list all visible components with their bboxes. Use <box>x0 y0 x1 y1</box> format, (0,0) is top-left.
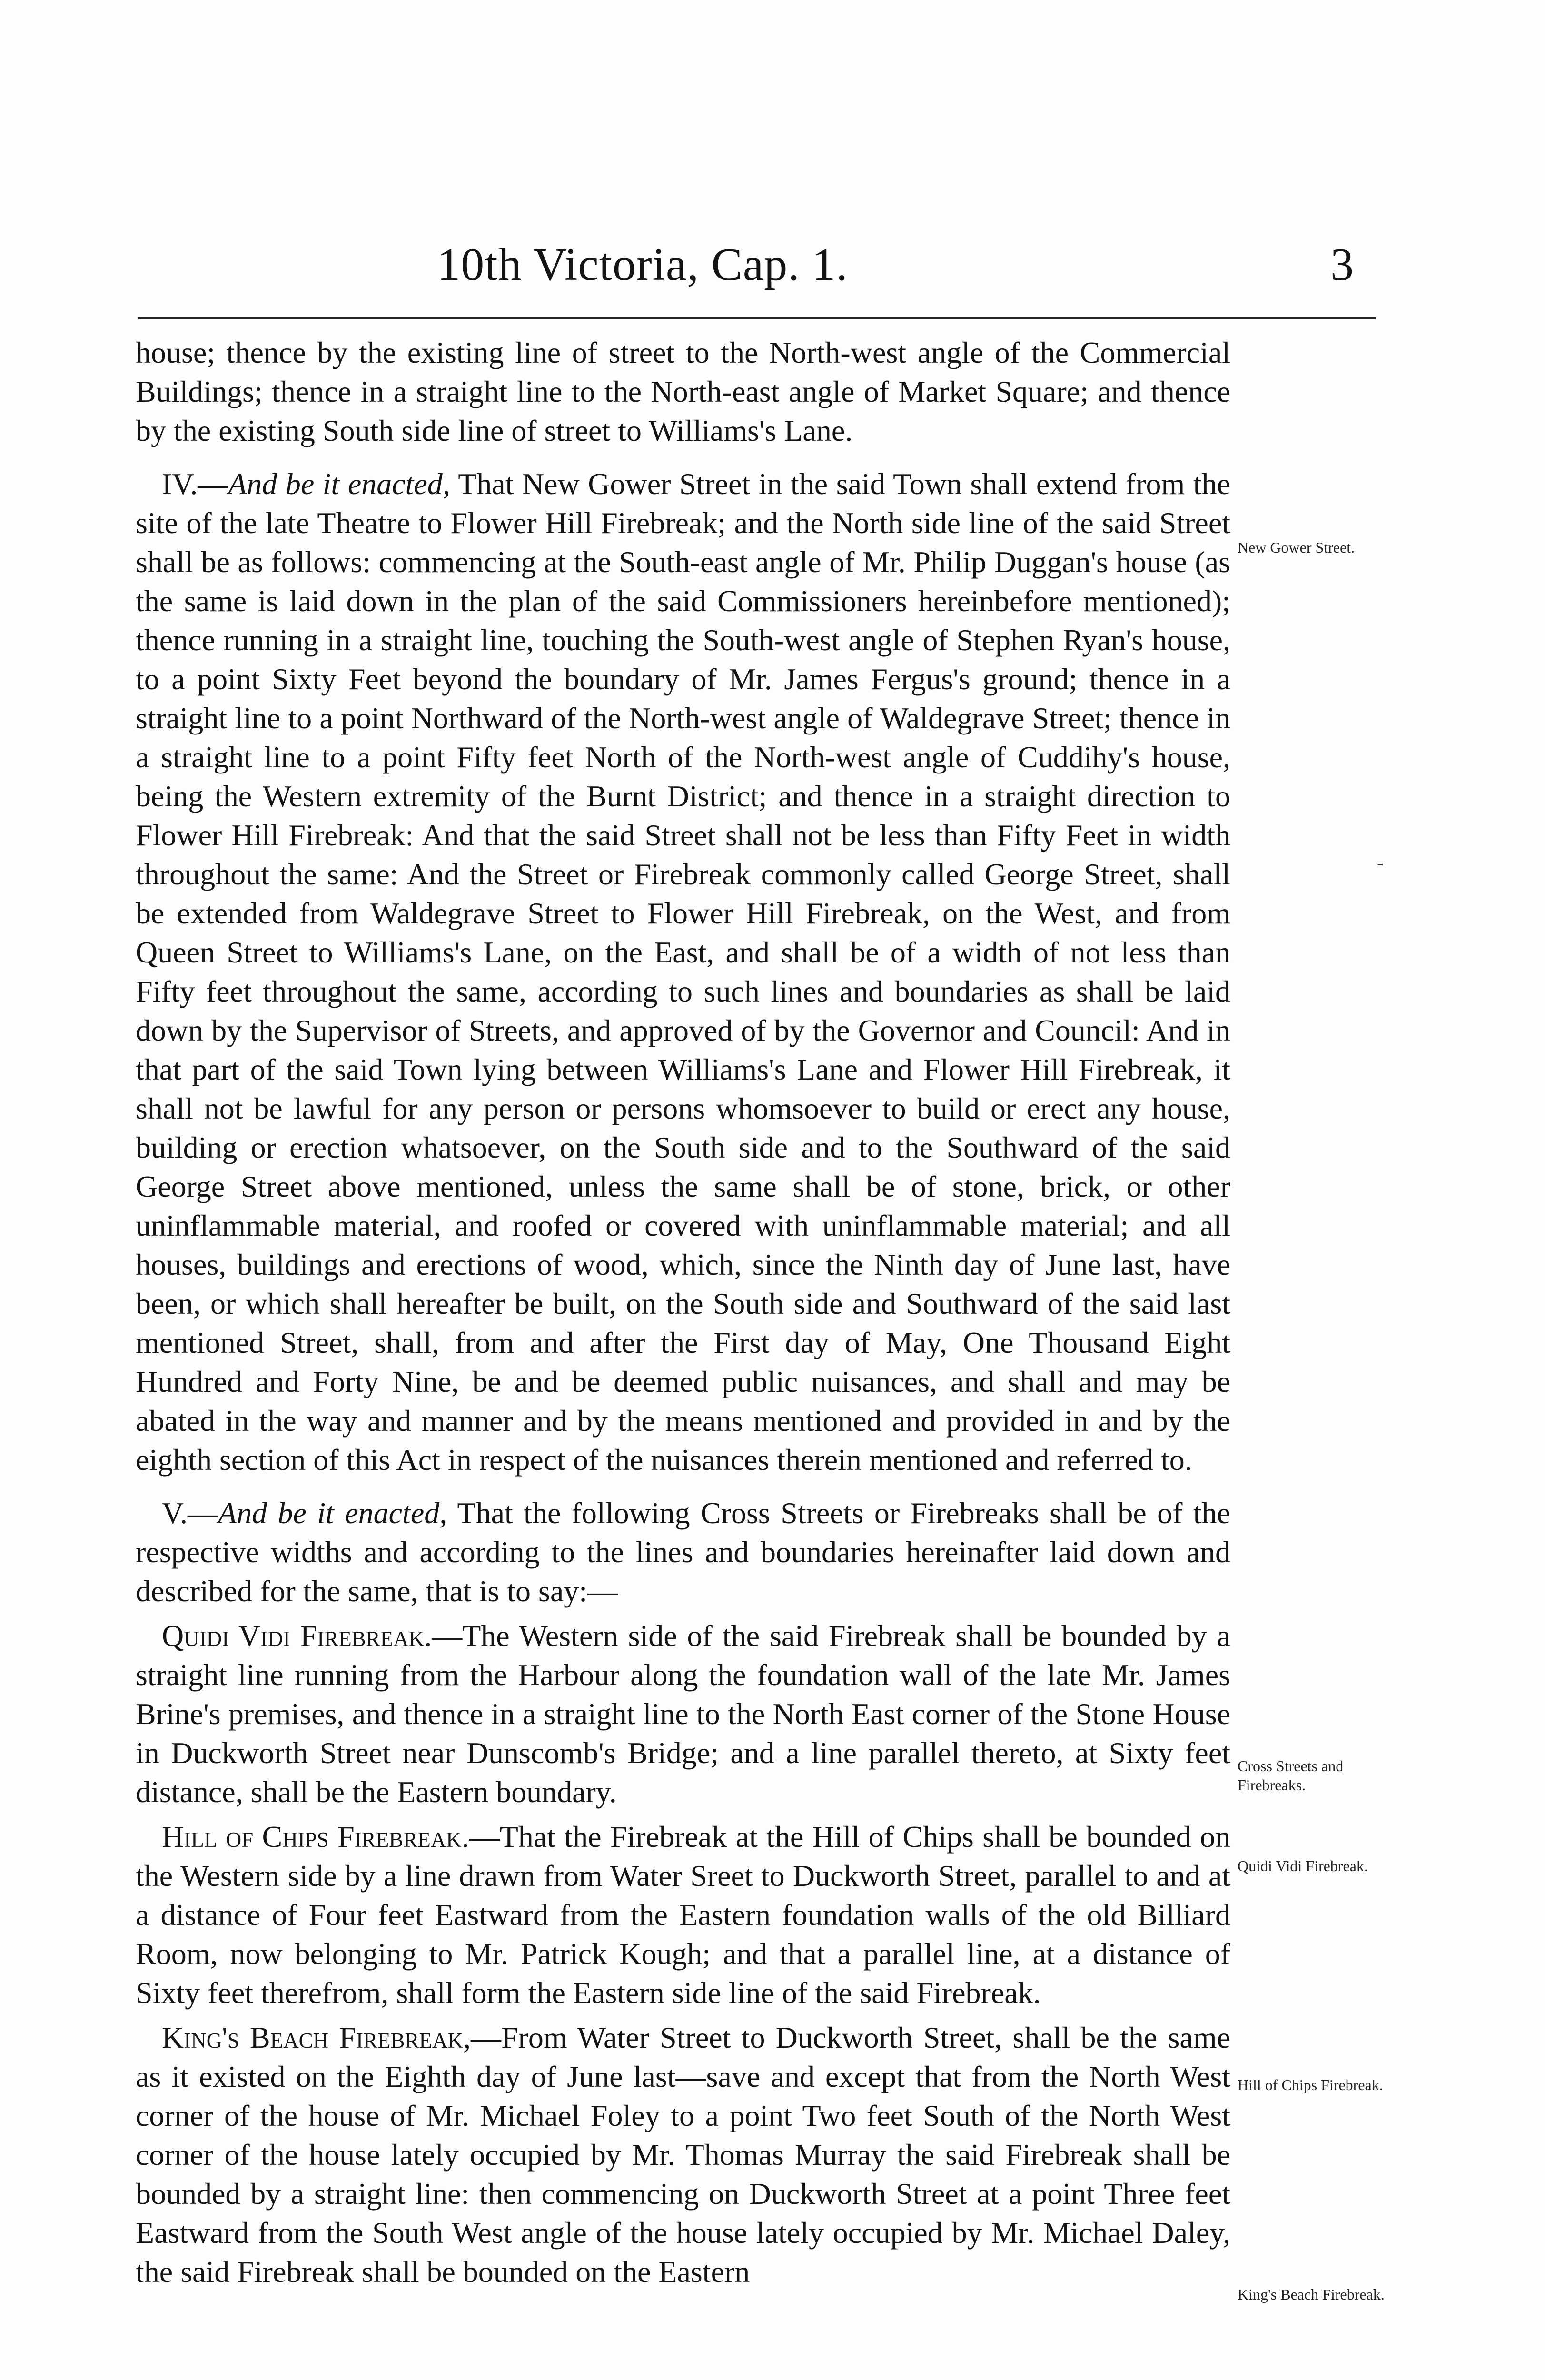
kings-beach-heading: King's Beach Firebreak,— <box>162 2021 501 2054</box>
section-3-continuation: house; thence by the existing line of street to the North-west angle of the Commercial Buildings; thence in a straight line to the North-east angle of Market Square; and thence by the existing South side line of street to Williams's Lane. <box>136 336 1230 447</box>
section-4-numeral: IV.— <box>162 467 228 501</box>
section-5-enacting-clause: And be it enacted, <box>218 1496 447 1530</box>
quidi-vidi-paragraph <box>136 1616 1230 1812</box>
section-4-enacting-clause: And be it enacted, <box>228 467 450 501</box>
quidi-vidi-text: The Western side of the said Firebreak shall be bounded by a straight line running from the Harbour along the foundation wall of the late Mr. James Brine's premises, and thence in a straight line to the North East corner of the Stone House in Duckworth Street near Dunscomb's Bridge; and a line parallel thereto, at Sixty feet distance, shall be the Eastern boundary. <box>136 1619 1231 1809</box>
hill-of-chips-heading: Hill of Chips Firebreak.— <box>162 1820 500 1854</box>
section-5-text: That the following Cross Streets or Firebreaks shall be of the respective widths and according to the lines and boundaries hereinafter laid down and described for the same, that is to say:— <box>136 1496 1231 1608</box>
margin-note-cross-streets: Cross Streets and Firebreaks. <box>1238 1757 1344 1794</box>
hill-of-chips-paragraph <box>136 1817 1230 2013</box>
kings-beach-paragraph <box>136 2018 1230 2291</box>
header-rule <box>138 317 1376 319</box>
margin-note-new-gower-street: New Gower Street. <box>1238 539 1355 556</box>
quidi-vidi-heading: Quidi Vidi Firebreak.— <box>162 1619 463 1653</box>
margin-note-kings-beach: King's Beach Firebreak. <box>1238 2286 1385 2303</box>
section-4-text: That New Gower Street in the said Town shall extend from the site of the late Theatre to Flower Hill Firebreak; and the North side line of the said Street shall be as follows: commencing at the South-east angle of Mr. Philip Duggan's house (as the same is laid down in the plan of the said Commissioners hereinbefore mentioned); thence running in a straight line, touching the South-west angle of Stephen Ryan's house, to a point Sixty Feet beyond the boundary of Mr. James Fergus's ground; thence in a straight line to a point Northward of the North-west angle of Waldegrave Street; thence in a straight line to a point Fifty feet North of the North-west angle of Cuddihy's house, being the Western extremity of the Burnt District; and thence in a straight direction to Flower Hill Firebreak: And that the said Street shall not be less than Fifty Feet in width throughout the same: And the Street or Firebreak commonly called George Street, shall be extended from Waldegrave Street to Flower Hill Firebreak, on the West, and from Queen Street to Williams's Lane, on the East, and shall be of a width of not less than Fifty feet throughout the same, according to such lines and boundaries as shall be laid down by the Supervisor of Streets, and approved of by the Governor and Council: And in that part of the said Town lying between Williams's Lane and Flower Hill Firebreak, it shall not be lawful for any person or persons whomsoever to build or erect any house, building or erection whatsoever, on the South side and to the Southward of the said George Street above mentioned, unless the same shall be of stone, brick, or other uninflammable material, and roofed or covered with uninflammable material; and all houses, buildings and erections of wood, which, since the Ninth day of June last, have been, or which shall hereafter be built, on the South side and Southward of the said last mentioned Street, shall, from and after the First day of May, One Thousand Eight Hundred and Forty Nine, be and be deemed public nuisances, and shall and may be abated in the way and manner and by the means mentioned and provided in and by the eighth section of this Act in respect of the nuisances therein mentioned and referred to. <box>136 467 1231 1477</box>
margin-note-hill-of-chips: Hill of Chips Firebreak. <box>1238 2076 1383 2093</box>
kings-beach-text: From Water Street to Duckworth Street, shall be the same as it existed on the Eighth day of June last—save and except that from the North West corner of the house of Mr. Michael Foley to a point Two feet South of the North West corner of the house lately occupied by Mr. Thomas Murray the said Firebreak shall be bounded by a straight line: then commencing on Duckworth Street at a point Three feet Eastward from the South West angle of the house lately occupied by Mr. Michael Daley, the said Firebreak shall be bounded on the Eastern <box>136 2021 1231 2289</box>
page-number: 3 <box>1330 239 1354 290</box>
section-4 <box>136 465 1230 1479</box>
body-text <box>136 333 1230 2291</box>
running-title: 10th Victoria, Cap. 1. <box>437 239 848 290</box>
margin-note-quidi-vidi: Quidi Vidi Firebreak. <box>1238 1857 1368 1874</box>
margin-dash-mark: - <box>1377 852 1384 873</box>
section-5 <box>136 1494 1230 1611</box>
hill-of-chips-text: That the Firebreak at the Hill of Chips shall be bounded on the Western side by a line drawn from Water Sreet to Duckworth Street, parallel to and at a distance of Four feet Eastward from the Eastern foundation walls of the old Billiard Room, now belonging to Mr. Patrick Kough; and that a parallel line, at a distance of Sixty feet therefrom, shall form the Eastern side line of the said Firebreak. <box>136 1820 1230 2010</box>
section-5-numeral: V.— <box>162 1496 218 1530</box>
